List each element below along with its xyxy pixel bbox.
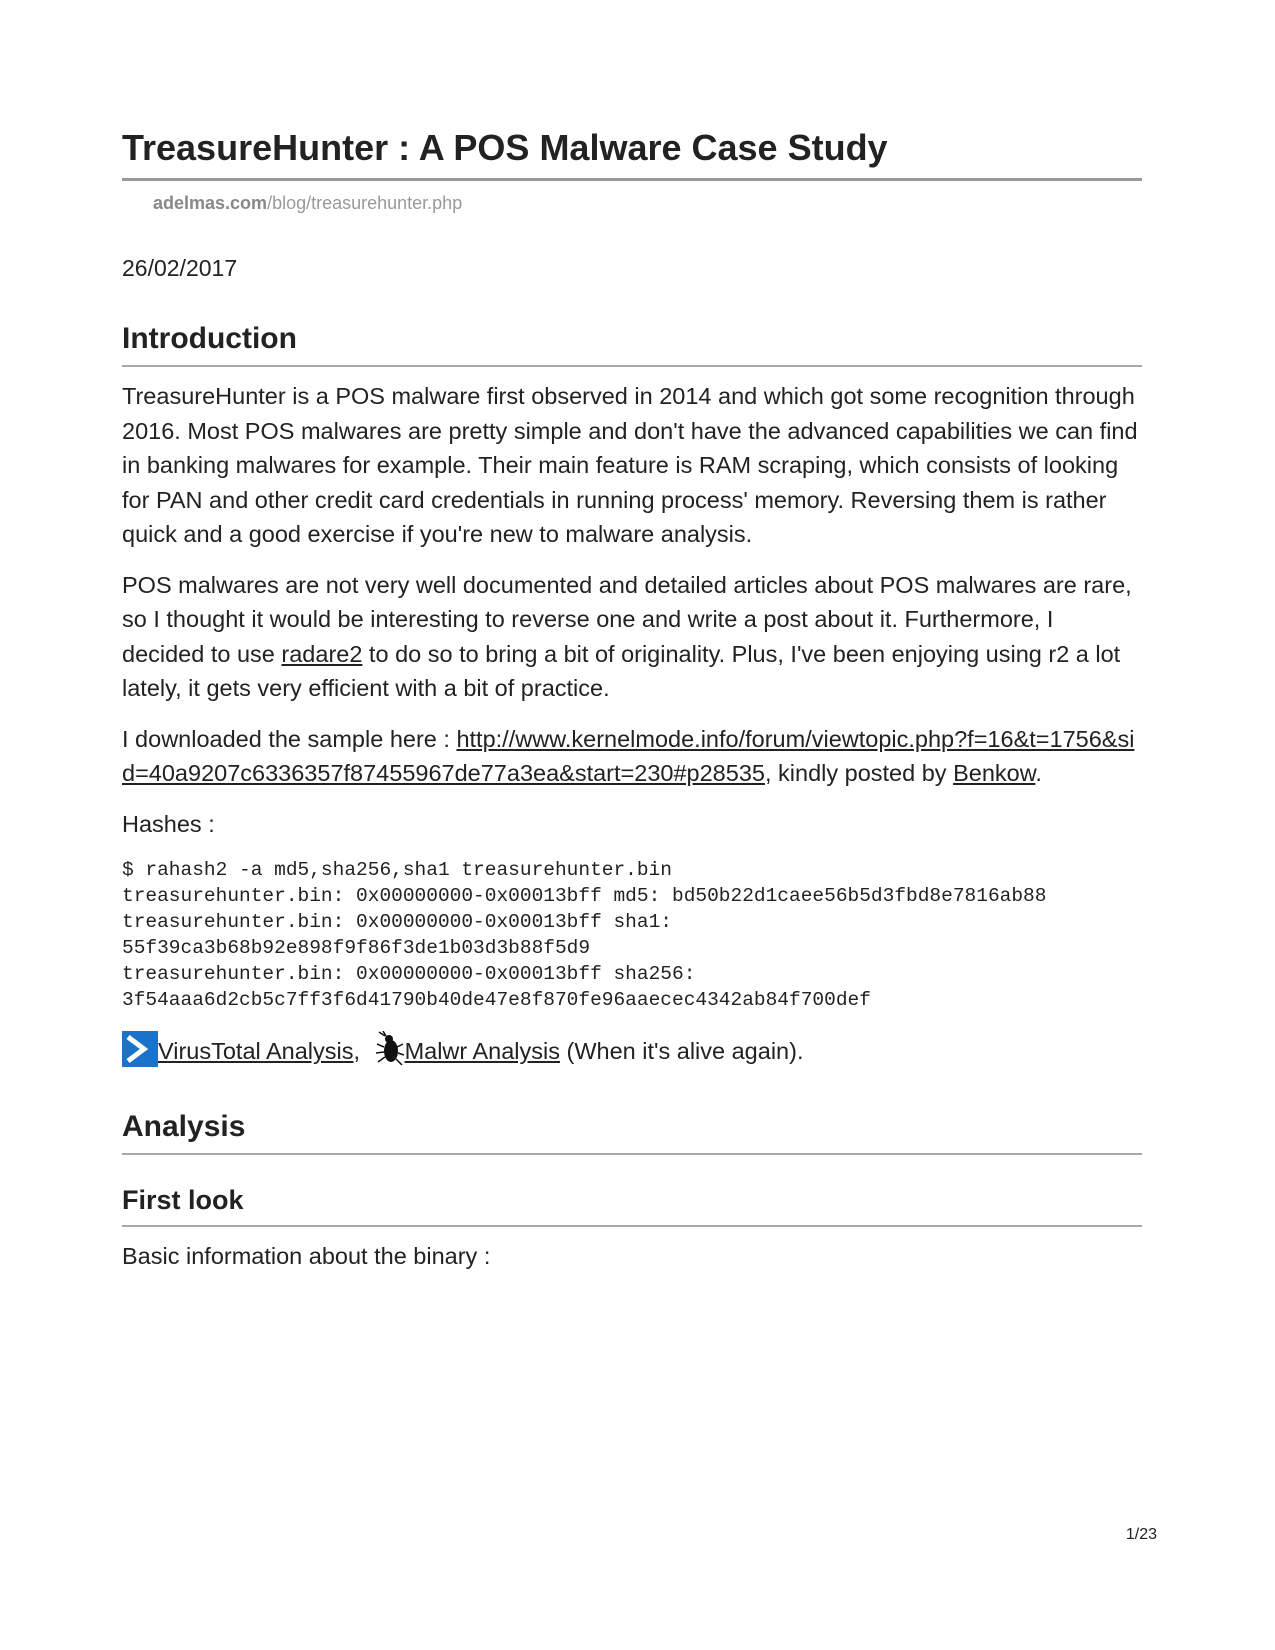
virustotal-icon — [122, 1031, 158, 1067]
page-title: TreasureHunter : A POS Malware Case Study — [122, 127, 888, 168]
code-line: treasurehunter.bin: 0x00000000-0x00013bff sha1: — [122, 911, 672, 933]
code-line: $ rahash2 -a md5,sha256,sha1 treasurehunter.bin — [122, 859, 672, 881]
intro-p3-text-3: . — [1035, 760, 1042, 786]
code-line: 3f54aaa6d2cb5c7ff3f6d41790b40de47e8f870fe96aaecec4342ab84f700def — [122, 989, 871, 1011]
source-domain: adelmas.com — [153, 193, 268, 213]
source-path: /blog/treasurehunter.php — [267, 193, 463, 213]
intro-paragraph-3 — [122, 722, 1142, 791]
publish-date: 26/02/2017 — [122, 255, 238, 281]
malwr-bug-icon — [375, 1031, 405, 1067]
intro-paragraph-1: TreasureHunter is a POS malware first observed in 2014 and which got some recognition through 2016. Most POS malwares are pretty simple and don't have the advanced capabilities we can find in banking malwares for example. Their main feature is RAM scraping, which consists of looking for PAN and other credit card credentials in running process' memory. Reversing them is rather quick and a good exercise if you're new to malware analysis. — [122, 383, 1138, 547]
first-look-heading: First look — [122, 1184, 244, 1215]
introduction-divider — [122, 365, 1142, 367]
analysis-paragraph-1: Basic information about the binary : — [122, 1242, 491, 1269]
malwr-note: (When it's alive again). — [559, 1038, 804, 1064]
analysis-links — [122, 1031, 1142, 1069]
analysis-heading: Analysis — [122, 1109, 246, 1143]
intro-p3-text-1: I downloaded the sample here : — [122, 725, 457, 752]
link-separator: , — [353, 1038, 361, 1064]
page-number: 1/23 — [1125, 1526, 1157, 1543]
code-line: 55f39ca3b68b92e898f9f86f3de1b03d3b88f5d9 — [122, 937, 591, 959]
virustotal-link[interactable]: VirusTotal Analysis — [158, 1038, 354, 1064]
introduction-heading: Introduction — [122, 322, 297, 355]
title-divider — [122, 178, 1142, 181]
article — [122, 126, 1142, 1273]
hash-code-block — [122, 857, 1142, 1013]
code-line: treasurehunter.bin: 0x00000000-0x00013bff md5: bd50b22d1caee56b5d3fbd8e7816ab88 — [122, 885, 1047, 907]
benkow-link[interactable]: Benkow — [953, 760, 1036, 786]
source-url[interactable] — [153, 191, 1142, 215]
intro-paragraph-2 — [122, 568, 1142, 706]
intro-p2-text-2: to do so to bring a bit of originality. Plus, I've been enjoying using r2 a lot lately, it gets very efficient with a bit of practice. — [122, 640, 1121, 701]
hashes-label: Hashes : — [122, 810, 215, 837]
first-look-divider — [122, 1225, 1142, 1227]
radare2-link[interactable]: radare2 — [281, 640, 363, 667]
code-line: treasurehunter.bin: 0x00000000-0x00013bff sha256: — [122, 963, 696, 985]
analysis-divider — [122, 1153, 1142, 1155]
malwr-link[interactable]: Malwr Analysis — [404, 1038, 560, 1064]
intro-p3-text-2: , kindly posted by — [764, 760, 954, 786]
sample-download-link[interactable]: http://www.kernelmode.info/forum/viewtopic.php?f=16&t=1756&sid=40a9207c6336357f87455967de77a3ea&start=230#p28535 — [122, 725, 1135, 786]
intro-p2-text-1: POS malwares are not very well documented and detailed articles about POS malwares are rare, so I thought it would be interesting to reverse one and write a post about it. Furthermore, I decided to use — [122, 571, 1132, 667]
